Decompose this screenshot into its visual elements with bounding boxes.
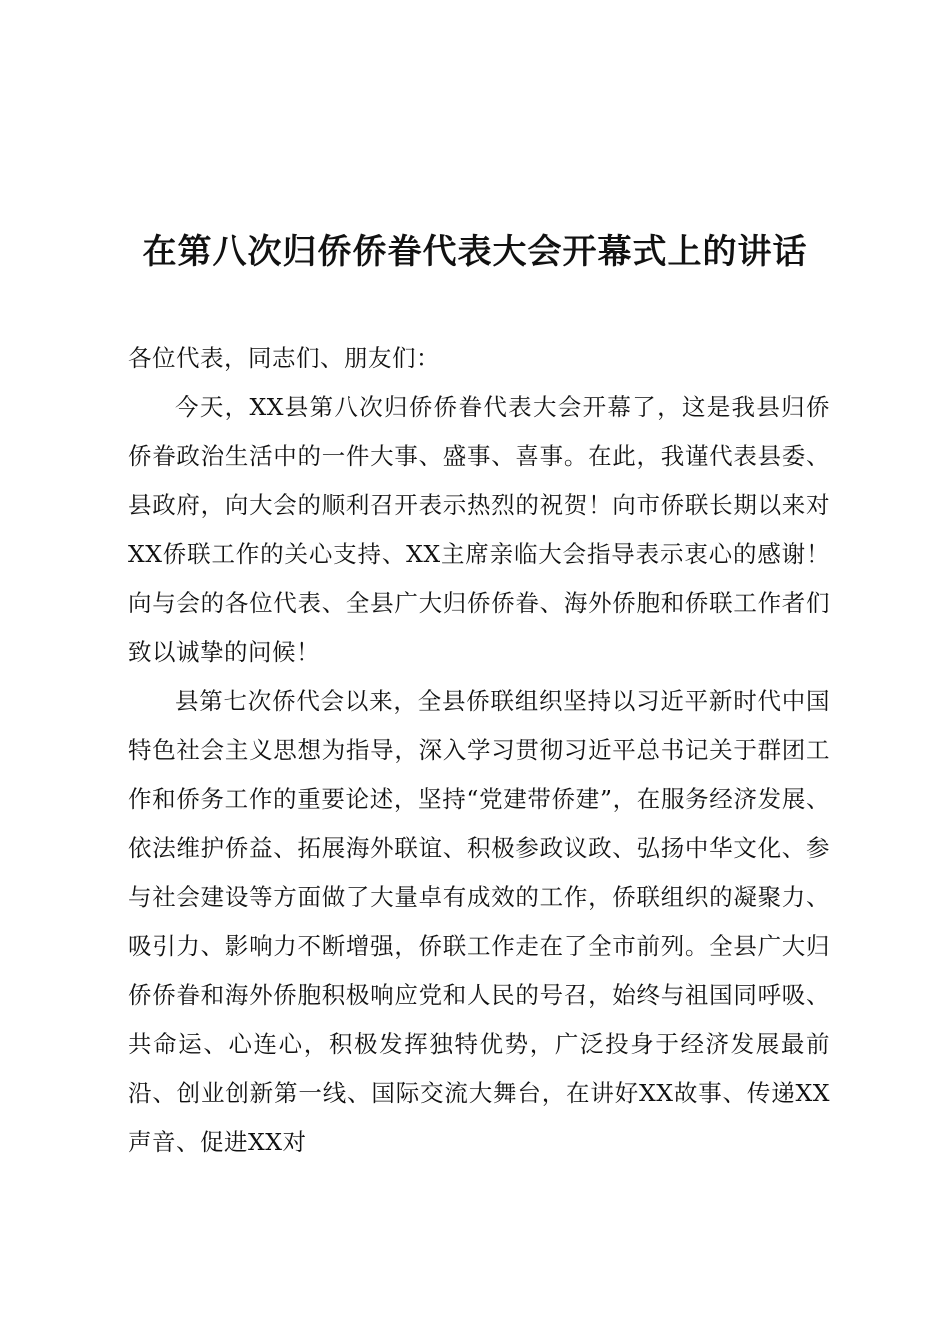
document-title: 在第八次归侨侨眷代表大会开幕式上的讲话 xyxy=(142,232,808,272)
paragraph-1: 今天，XX县第八次归侨侨眷代表大会开幕了，这是我县归侨侨眷政治生活中的一件大事、盛事、喜事。在此，我谨代表县委、县政府，向大会的顺利召开表示热烈的祝贺！向市侨联长期以来对XX侨联工作的关心支持、XX主席亲临大会指导表示衷心的感谢！向与会的各位代表、全县广大归侨侨眷、海外侨胞和侨联工作者们致以诚挚的问候！ xyxy=(128,393,830,666)
document-body xyxy=(128,334,830,1167)
paragraph-2: 县第七次侨代会以来，全县侨联组织坚持以习近平新时代中国特色社会主义思想为指导，深入学习贯彻习近平总书记关于群团工作和侨务工作的重要论述，坚持“党建带侨建”，在服务经济发展、依法维护侨益、拓展海外联谊、积极参政议政、弘扬中华文化、参与社会建设等方面做了大量卓有成效的工作，侨联组织的凝聚力、吸引力、影响力不断增强，侨联工作走在了全市前列。全县广大归侨侨眷和海外侨胞积极响应党和人民的号召，始终与祖国同呼吸、共命运、心连心，积极发挥独特优势，广泛投身于经济发展最前沿、创业创新第一线、国际交流大舞台，在讲好XX故事、传递XX声音、促进XX对 xyxy=(128,687,830,1156)
salutation: 各位代表，同志们、朋友们： xyxy=(128,344,440,372)
